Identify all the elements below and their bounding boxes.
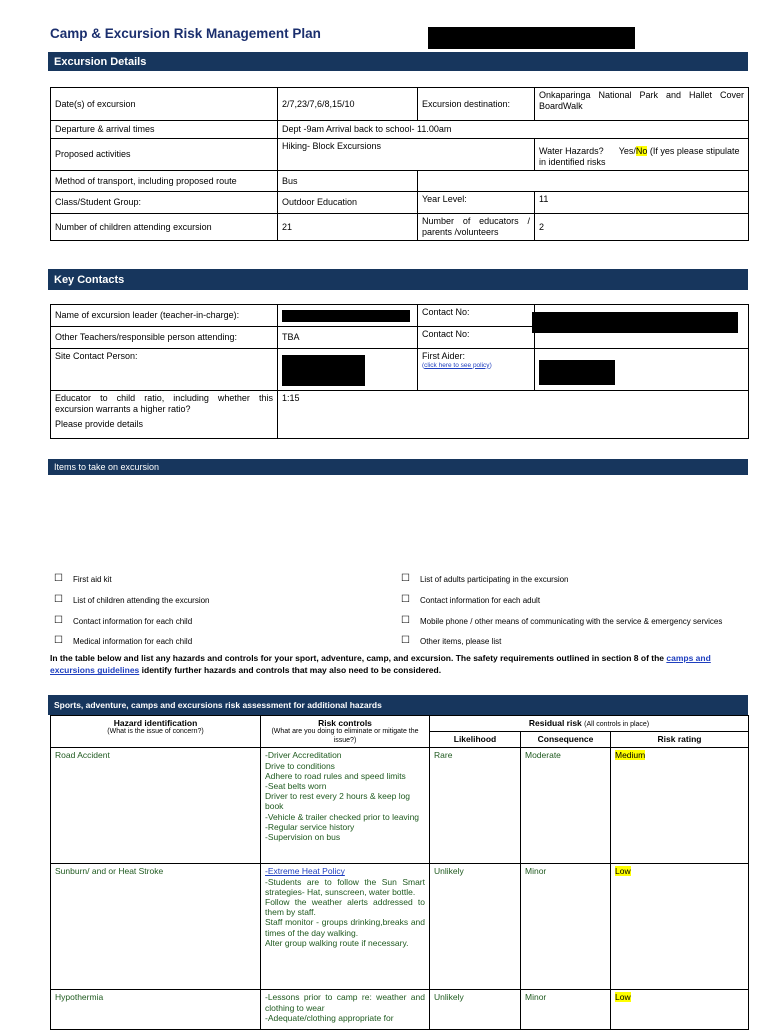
checklist-item: [54, 595, 210, 605]
site-contact-label: Site Contact Person:: [51, 349, 278, 391]
residual-header: Residual risk: [528, 718, 582, 728]
controls-cell: -Lessons prior to camp re: weather and clothing to wear -Adequate/clothing appropriate for: [261, 990, 430, 1030]
checklist-label: List of children attending the excursion: [72, 595, 210, 605]
likelihood-cell: Rare: [430, 748, 521, 864]
policy-paren-close: ): [489, 361, 492, 369]
controls-cell: -Driver Accreditation Drive to conditions Adhere to road rules and speed limits -Seat belts worn Driver to rest every 2 hours & keep log book -Vehicle & trailer checked prior to leaving -Regular service history -Supervision on bus: [261, 748, 430, 864]
hazard-cell: Road Accident: [51, 748, 261, 864]
destination-value: Onkaparinga National Park and Hallet Cover BoardWalk: [535, 88, 749, 121]
residual-sub: (All controls in place): [584, 721, 650, 728]
water-hazards-label: Water Hazards?: [539, 146, 604, 157]
checklist-item: [54, 616, 192, 626]
checkbox[interactable]: ☐: [401, 573, 410, 584]
transport-value: Bus: [278, 171, 418, 192]
class-label: Class/Student Group:: [51, 192, 278, 214]
excursion-details-table: [50, 87, 749, 241]
first-aider-label: First Aider:: [422, 351, 466, 361]
water-hazards-note: (If yes please stipulate in identified risks: [539, 146, 740, 168]
checklist-item: [401, 595, 540, 605]
transport-label: Method of transport, including proposed route: [51, 171, 278, 192]
checklist-item: [401, 636, 501, 646]
likelihood-cell: Unlikely: [430, 864, 521, 990]
checkbox[interactable]: ☐: [401, 635, 410, 646]
checkbox[interactable]: ☐: [401, 594, 410, 605]
rating-header: Risk rating: [611, 732, 749, 748]
contact-label: Contact No:: [418, 305, 535, 327]
rating-cell: Low: [615, 992, 631, 1003]
consequence-cell: Minor: [521, 864, 611, 990]
water-hazards-no: No: [635, 146, 648, 157]
ratio-label: Educator to child ratio, including whether this excursion warrants a higher ratio?: [55, 393, 273, 414]
rating-cell: Low: [615, 866, 631, 877]
likelihood-cell: Unlikely: [430, 990, 521, 1030]
year-label: Year Level:: [418, 192, 535, 214]
section-header-key-contacts: Key Contacts: [48, 269, 748, 290]
ratio-cell: [51, 391, 278, 439]
consequence-header: Consequence: [521, 732, 611, 748]
ratio-sub: Please provide details: [55, 418, 144, 429]
controls-header-cell: [261, 716, 430, 748]
checkbox[interactable]: ☐: [401, 615, 410, 626]
other-teachers-label: Other Teachers/responsible person attending:: [51, 327, 278, 349]
checkbox[interactable]: ☐: [54, 594, 63, 605]
hazard-header-cell: [51, 716, 261, 748]
redacted-block: [282, 355, 365, 386]
checklist-item: [401, 616, 722, 626]
rating-cell: Medium: [615, 750, 646, 761]
contact-label-2: Contact No:: [418, 327, 535, 349]
checkbox[interactable]: ☐: [54, 615, 63, 626]
redacted-block: [282, 310, 410, 322]
policy-paren-open: (: [422, 361, 425, 369]
children-label: Number of children attending excursion: [51, 214, 278, 241]
residual-header-cell: [430, 716, 749, 732]
section-header-excursion-details: Excursion Details: [48, 52, 748, 71]
other-teachers-value: TBA: [278, 327, 418, 349]
dates-label: Date(s) of excursion: [51, 88, 278, 121]
policy-link[interactable]: click here to see policy: [424, 361, 490, 369]
checklist-label: Medical information for each child: [72, 636, 193, 646]
risk-table: [50, 715, 749, 1030]
dates-value: 2/7,23/7,6/8,15/10: [278, 88, 418, 121]
section-header-items: Items to take on excursion: [48, 459, 748, 475]
extreme-heat-policy-link[interactable]: -Extreme Heat Policy: [265, 866, 345, 877]
hazard-header: Hazard identification: [113, 718, 198, 728]
activities-label: Proposed activities: [51, 139, 278, 171]
redacted-block: [428, 27, 635, 49]
redacted-block: [532, 312, 738, 333]
guidelines-link[interactable]: camps and excursions guidelines: [50, 653, 711, 676]
water-hazards-yes: Yes/: [618, 146, 636, 157]
instruction-before: In the table below and list any hazards and controls for your sport, adventure, camp, and excursion. The safety requirements outlined in section 8 of the: [50, 653, 667, 663]
educators-value: 2: [535, 214, 749, 241]
times-value: Dept -9am Arrival back to school- 11.00am: [278, 121, 749, 139]
water-hazards-cell: [535, 139, 749, 171]
instruction-text: [50, 652, 740, 677]
instruction-after: identify further hazards and controls that may also need to be considered.: [139, 665, 442, 676]
destination-label: Excursion destination:: [418, 88, 535, 121]
table-row: [51, 864, 749, 990]
hazard-cell: Hypothermia: [51, 990, 261, 1030]
class-value: Outdoor Education: [278, 192, 418, 214]
table-row: [51, 748, 749, 864]
first-aider-cell: [418, 349, 535, 391]
likelihood-header: Likelihood: [430, 732, 521, 748]
educators-label: Number of educators / parents /volunteers: [418, 214, 535, 241]
checklist-label: First aid kit: [72, 574, 112, 584]
section-header-risk: Sports, adventure, camps and excursions risk assessment for additional hazards: [48, 695, 748, 715]
controls-sub: (What are you doing to eliminate or mitigate the issue?): [271, 728, 419, 744]
ratio-value: 1:15: [278, 391, 749, 439]
checkbox[interactable]: ☐: [54, 573, 63, 584]
redacted-block: [539, 360, 615, 385]
activities-value: Hiking- Block Excursions: [278, 139, 535, 171]
checkbox[interactable]: ☐: [54, 635, 63, 646]
year-value: 11: [535, 192, 749, 214]
controls-header: Risk controls: [318, 718, 372, 728]
consequence-cell: Minor: [521, 990, 611, 1030]
checklist-item: [54, 636, 192, 646]
checklist-label: Contact information for each child: [72, 616, 193, 626]
checklist-label: Other items, please list: [419, 636, 502, 646]
hazard-cell: Sunburn/ and or Heat Stroke: [51, 864, 261, 990]
controls-cell: -Students are to follow the Sun Smart strategies- Hat, sunscreen, water bottle. Follow the weather alerts addressed to them by staff. Staff monitor - groups drinking,breaks and times of the day walking. Alter group walking route if necessary.: [265, 876, 425, 948]
checklist-label: List of adults participating in the excursion: [419, 574, 569, 584]
checklist-label: Contact information for each adult: [419, 595, 541, 605]
children-value: 21: [278, 214, 418, 241]
checklist-item: [401, 574, 569, 584]
leader-label: Name of excursion leader (teacher-in-charge):: [51, 305, 278, 327]
consequence-cell: Moderate: [521, 748, 611, 864]
checklist-item: [54, 574, 112, 584]
page-title: Camp & Excursion Risk Management Plan: [50, 26, 321, 41]
hazard-sub: (What is the issue of concern?): [107, 728, 204, 736]
checklist-label: Mobile phone / other means of communicating with the service & emergency services: [419, 616, 723, 626]
times-label: Departure & arrival times: [51, 121, 278, 139]
